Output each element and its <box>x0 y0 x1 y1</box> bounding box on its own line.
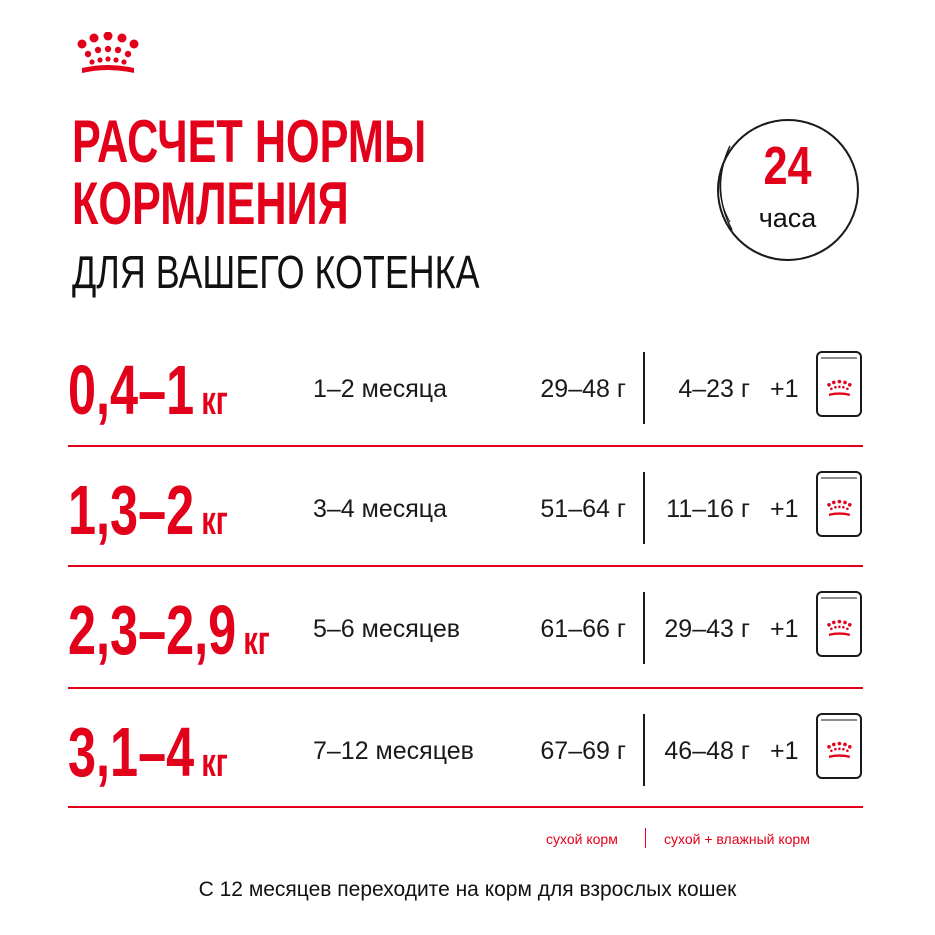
pouch-count: +1 <box>770 615 799 643</box>
page-subtitle: ДЛЯ ВАШЕГО КОТЕНКА <box>72 246 480 298</box>
weight-value: 1,3–2 <box>68 471 195 549</box>
weight-value: 0,4–1 <box>68 351 195 429</box>
page-title-line2: КОРМЛЕНИЯ <box>72 170 349 237</box>
wet-food-amount: 11–16 г <box>666 495 750 523</box>
column-divider <box>643 714 645 786</box>
weight-range <box>68 712 228 803</box>
badge-number: 24 <box>763 136 812 196</box>
weight-value: 2,3–2,9 <box>68 591 237 669</box>
dry-food-amount: 67–69 г <box>540 737 626 765</box>
column-divider <box>643 592 645 664</box>
wet-food-amount: 46–48 г <box>664 737 750 765</box>
footer-note: С 12 месяцев переходите на корм для взрослых кошек <box>198 878 737 901</box>
weight-range <box>68 350 228 441</box>
weight-unit: кг <box>201 499 228 543</box>
food-pouch-icon <box>815 470 863 538</box>
table-row <box>0 338 935 458</box>
dry-food-amount: 61–66 г <box>540 615 626 643</box>
row-divider <box>68 806 863 808</box>
dry-food-amount: 29–48 г <box>540 375 626 403</box>
weight-unit: кг <box>201 379 228 423</box>
weight-value: 3,1–4 <box>68 713 195 791</box>
weight-range <box>68 470 228 561</box>
wet-food-amount: 4–23 г <box>678 375 750 403</box>
table-row <box>0 578 935 698</box>
pouch-count: +1 <box>770 495 799 523</box>
age-range: 7–12 месяцев <box>313 737 474 765</box>
wet-food-amount: 29–43 г <box>664 615 750 643</box>
page-title-line1: РАСЧЕТ НОРМЫ <box>72 108 427 175</box>
pouch-count: +1 <box>770 737 799 765</box>
food-pouch-icon <box>815 590 863 658</box>
food-pouch-icon <box>815 712 863 780</box>
row-divider <box>68 445 863 447</box>
weight-unit: кг <box>201 741 228 785</box>
table-row <box>0 700 935 820</box>
food-pouch-icon <box>815 350 863 418</box>
weight-unit: кг <box>243 619 270 663</box>
legend-divider <box>645 828 646 848</box>
column-divider <box>643 352 645 424</box>
table-row <box>0 458 935 578</box>
age-range: 5–6 месяцев <box>313 615 461 643</box>
row-divider <box>68 565 863 567</box>
weight-range <box>68 590 270 681</box>
age-range: 1–2 месяца <box>313 375 448 403</box>
column-divider <box>643 472 645 544</box>
row-divider <box>68 687 863 689</box>
pouch-count: +1 <box>770 375 799 403</box>
legend-dry-food: сухой корм <box>546 831 618 847</box>
legend-wet-food: сухой + влажный корм <box>664 831 810 847</box>
dry-food-amount: 51–64 г <box>540 495 626 523</box>
badge-label: часа <box>758 203 817 233</box>
age-range: 3–4 месяца <box>313 495 448 523</box>
